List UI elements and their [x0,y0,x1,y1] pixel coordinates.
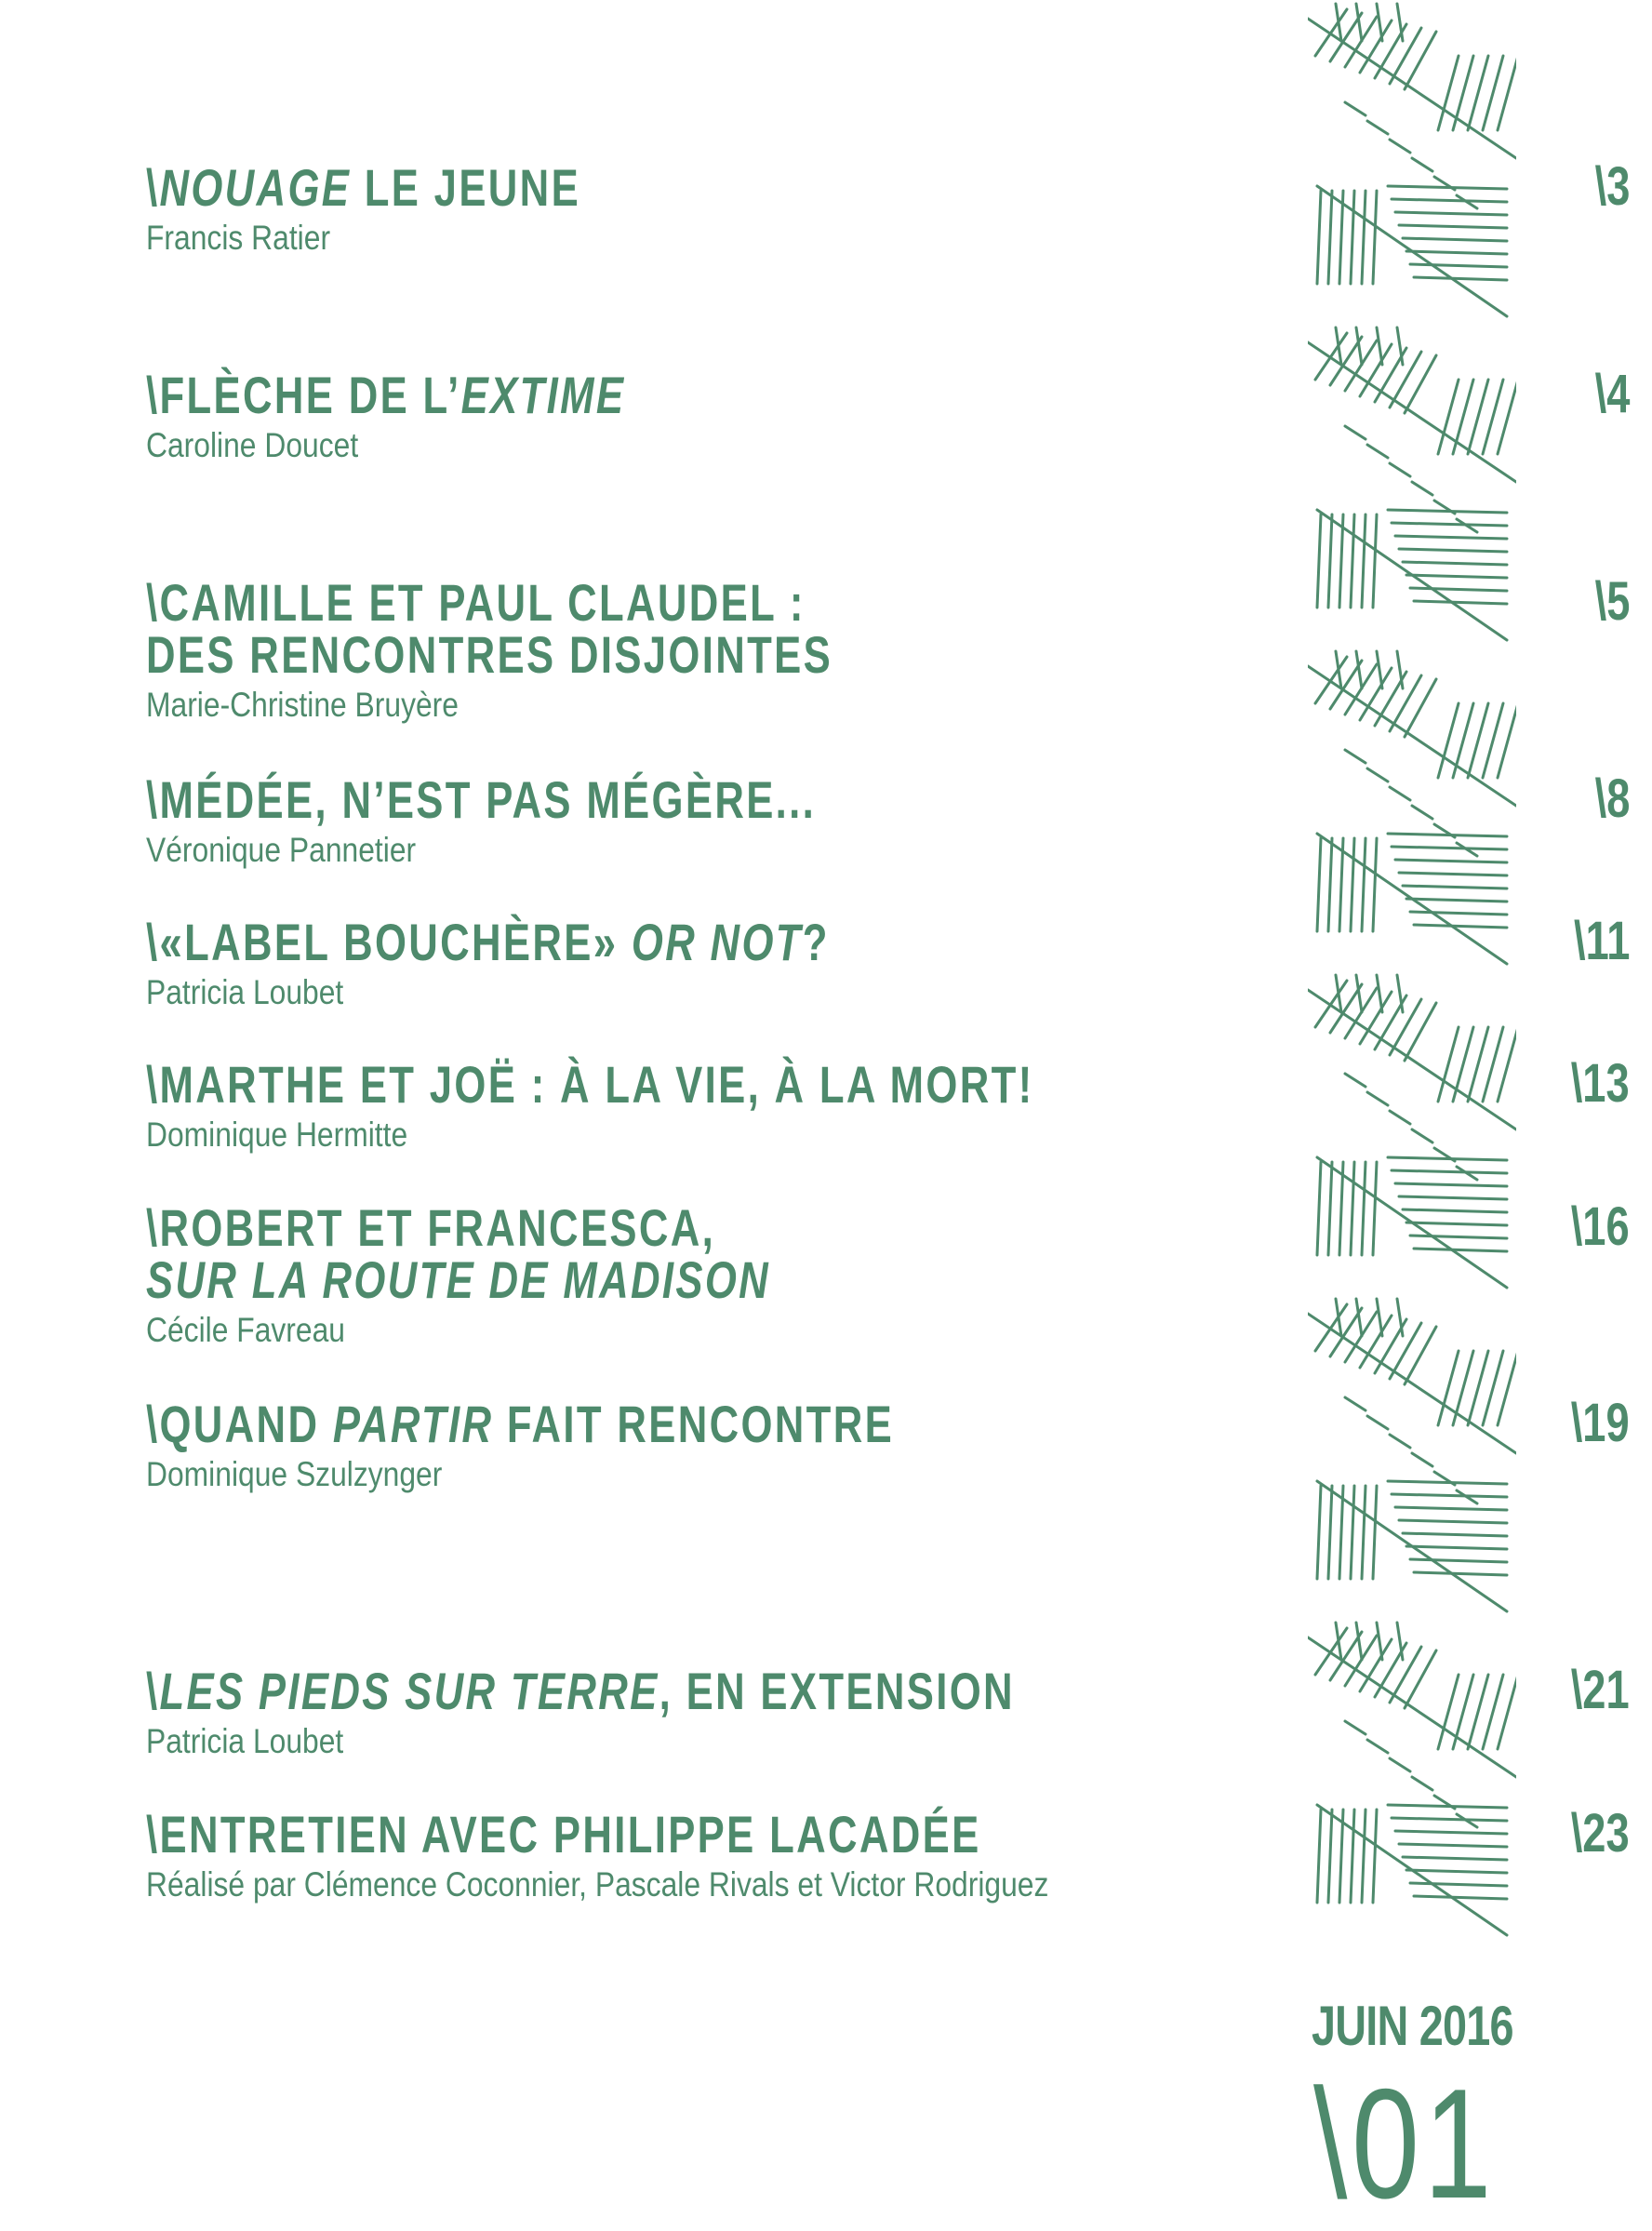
title-segment: \ [146,1662,160,1720]
entry-title [146,366,626,424]
entry-title [146,1395,895,1453]
toc-entry[interactable] [146,1805,1217,1904]
title-segment: DES RENCONTRES DISJOINTES [146,625,833,684]
entry-title [146,1662,1015,1720]
entry-title [146,1198,770,1257]
toc-entry[interactable] [146,573,1026,724]
page-number: \16 [1571,1196,1630,1257]
title-italic-segment: EXTIME [460,366,626,424]
title-segment: \MÉDÉE, N’EST PAS MÉGÈRE... [146,770,817,829]
title-italic-segment: NOUAGE [159,158,352,217]
page-number: \8 [1594,768,1630,829]
entry-author: Patricia Loubet [146,1722,344,1760]
title-segment: \ROBERT ET FRANCESCA, [146,1198,716,1257]
toc-entry[interactable] [146,770,1005,869]
page-number: \11 [1573,911,1630,971]
toc-entry[interactable] [146,158,703,257]
title-segment: \«LABEL BOUCHÈRE» [146,913,632,971]
page-number: \5 [1594,571,1630,632]
title-segment: FAIT RENCONTRE [493,1395,895,1453]
page-number: \23 [1571,1803,1630,1864]
entry-author: Dominique Szulzynger [146,1455,443,1493]
toc-entry[interactable] [146,1662,1259,1760]
page-number: \3 [1594,156,1630,217]
entry-title [146,770,817,829]
entry-author: Dominique Hermitte [146,1116,408,1154]
entry-author: Véronique Pannetier [146,831,417,869]
entry-title [146,1805,981,1864]
entry-author: Cécile Favreau [146,1311,346,1349]
title-italic-segment: PARTIR [332,1395,494,1453]
title-segment: ? [802,913,830,971]
entry-title [146,158,581,217]
entry-title-line2 [146,625,833,684]
title-segment: \FLÈCHE DE L’ [146,366,461,424]
page-number: \4 [1594,364,1630,424]
decorative-pattern [1308,0,1516,1943]
title-italic-segment: LES PIEDS SUR TERRE [159,1662,659,1720]
title-segment: LE JEUNE [351,158,581,217]
entry-title [146,1055,1034,1114]
title-segment: \QUAND [146,1395,333,1453]
title-segment: \ENTRETIEN AVEC PHILIPPE LACADÉE [146,1805,981,1864]
toc-entry[interactable] [146,1395,1105,1493]
entry-title [146,913,830,971]
page-number: \19 [1571,1393,1630,1453]
entry-author: Caroline Doucet [146,426,359,464]
title-italic-segment: SUR LA ROUTE DE MADISON [146,1250,771,1309]
entry-author: Patricia Loubet [146,973,344,1011]
title-segment: \MARTHE ET JOË : À LA VIE, À LA MORT! [146,1055,1034,1114]
entry-author: Réalisé par Clémence Coconnier, Pascale Rivals et Victor Rodriguez [146,1865,1049,1904]
toc-entry[interactable] [146,1198,946,1349]
toc-entry[interactable] [146,913,1022,1011]
issue-date: JUIN 2016 [1312,1995,1513,2057]
title-segment: \ [146,158,160,217]
page-number: \21 [1571,1660,1630,1720]
title-segment: , EN EXTENSION [659,1662,1015,1720]
toc-entry[interactable] [146,366,761,464]
entry-author: Francis Ratier [146,219,331,257]
toc-entry[interactable] [146,1055,1285,1154]
entry-title-line2 [146,1250,771,1309]
entry-title [146,573,833,632]
page-number: \13 [1571,1053,1630,1114]
title-segment: \CAMILLE ET PAUL CLAUDEL : [146,573,806,632]
title-italic-segment: OR NOT [631,913,803,971]
issue-number: \01 [1313,2056,1497,2231]
entry-author: Marie-Christine Bruyère [146,686,459,724]
